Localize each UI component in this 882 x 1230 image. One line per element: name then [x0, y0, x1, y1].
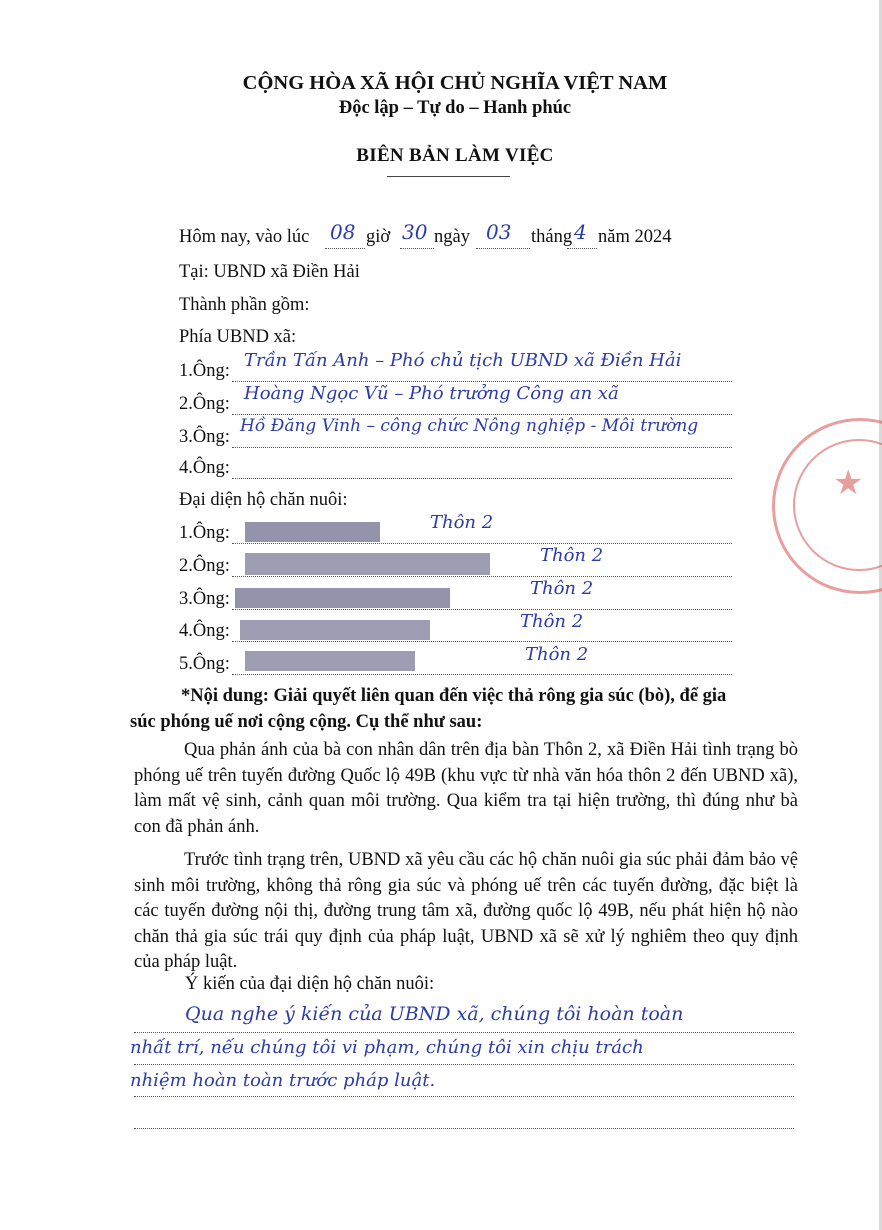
stamp-star-icon: ★: [833, 463, 864, 503]
day-value: 03: [486, 220, 512, 244]
commune-member-4-dots: [232, 478, 732, 479]
commune-side-label: Phía UBND xã:: [179, 327, 297, 347]
opinion-label: Ý kiến của đại diện hộ chăn nuôi:: [185, 974, 435, 994]
commune-member-1-name: Trần Tấn Anh – Phó chủ tịch UBND xã Điền Hải: [244, 350, 682, 371]
farmer-member-2-prefix: 2.Ông:: [179, 556, 230, 576]
national-title: CỘNG HÒA XÃ HỘI CHỦ NGHĨA VIỆT NAM: [242, 72, 668, 94]
members-label: Thành phần gồm:: [179, 295, 310, 315]
farmer-member-2-village: Thôn 2: [540, 545, 604, 566]
month-value: 4: [574, 220, 587, 244]
opinion-line-2: nhất trí, nếu chúng tôi vi phạm, chúng tôi xin chịu trách: [130, 1037, 644, 1058]
stamp-inner-ring: [793, 439, 882, 571]
farmer-side-label: Đại diện hộ chăn nuôi:: [179, 490, 348, 510]
opinion-line-3: nhiệm hoàn toàn trước pháp luật.: [130, 1070, 436, 1091]
redacted-name-3: [235, 588, 450, 608]
hour-dots: [325, 248, 365, 249]
opinion-dots-3: [134, 1096, 794, 1097]
farmer-member-2-dots: [232, 576, 732, 577]
day-label: ngày: [434, 227, 470, 247]
date-prefix: Hôm nay, vào lúc: [179, 227, 310, 247]
farmer-member-4-village: Thôn 2: [520, 611, 584, 632]
paragraph-2: Trước tình trạng trên, UBND xã yêu cầu các hộ chăn nuôi gia súc phải đảm bảo vệ sinh môi trường, không thả rông gia súc và phóng uế trên các tuyến đường, đặc biệt là các tuyến đường nội thị, đường trung tâm xã, đường quốc lộ 49B, nếu phát hiện hộ nào chăn thả gia súc trái quy định của pháp luật, UBND xã sẽ xử lý nghiêm theo quy định của pháp luật.: [134, 850, 798, 972]
hour-value: 08: [330, 220, 356, 244]
farmer-member-1-dots: [232, 543, 732, 544]
year-text: năm 2024: [598, 227, 672, 247]
redacted-name-5: [245, 651, 415, 671]
redacted-name-1: [245, 522, 380, 542]
farmer-member-5-prefix: 5.Ông:: [179, 654, 230, 674]
location: Tại: UBND xã Điền Hải: [179, 262, 360, 282]
hour-label: giờ: [366, 227, 391, 247]
farmer-member-5-dots: [232, 674, 732, 675]
content-heading-line2: súc phóng uế nơi cộng cộng. Cụ thể như sau:: [130, 712, 483, 732]
paragraph-1: Qua phản ánh của bà con nhân dân trên địa bàn Thôn 2, xã Điền Hải tình trạng bò phóng uế trên tuyến đường Quốc lộ 49B (khu vực từ nhà văn hóa thôn 2 đến UBND xã), làm mất vệ sinh, cảnh quan môi trường. Qua kiểm tra tại hiện trường, thì đúng như bà con đã phản ánh.: [134, 740, 798, 837]
opinion-dots-1: [134, 1032, 794, 1033]
day-dots: [476, 248, 530, 249]
farmer-member-4-dots: [232, 641, 732, 642]
commune-member-2-prefix: 2.Ông:: [179, 394, 230, 414]
farmer-member-5-village: Thôn 2: [525, 644, 589, 665]
minute-dots: [400, 248, 434, 249]
commune-member-4-prefix: 4.Ông:: [179, 458, 230, 478]
opinion-line-1: Qua nghe ý kiến của UBND xã, chúng tôi hoàn toàn: [185, 1003, 684, 1025]
minute-value: 30: [402, 220, 428, 244]
commune-member-3-name: Hồ Đăng Vinh – công chức Nông nghiệp - Môi trường: [240, 416, 699, 436]
month-label: tháng: [531, 227, 573, 247]
opinion-dots-4: [134, 1128, 794, 1129]
opinion-dots-2: [134, 1064, 794, 1065]
farmer-member-3-prefix: 3.Ông:: [179, 589, 230, 609]
farmer-member-1-prefix: 1.Ông:: [179, 523, 230, 543]
title-underline: [387, 176, 510, 177]
document-title: BIÊN BẢN LÀM VIỆC: [356, 145, 554, 166]
farmer-member-1-village: Thôn 2: [430, 512, 494, 533]
official-stamp: [772, 418, 882, 594]
commune-member-1-prefix: 1.Ông:: [179, 361, 230, 381]
commune-member-2-dots: [232, 414, 732, 415]
farmer-member-3-dots: [232, 609, 732, 610]
redacted-name-4: [240, 620, 430, 640]
national-motto: Độc lập – Tự do – Hanh phúc: [338, 98, 572, 118]
farmer-member-4-prefix: 4.Ông:: [179, 621, 230, 641]
month-dots: [567, 248, 597, 249]
commune-member-3-prefix: 3.Ông:: [179, 427, 230, 447]
commune-member-2-name: Hoàng Ngọc Vũ – Phó trưởng Công an xã: [244, 383, 619, 404]
commune-member-1-dots: [232, 381, 732, 382]
redacted-name-2: [245, 553, 490, 575]
content-heading-line1: *Nội dung: Giải quyết liên quan đến việc thả rông gia súc (bò), để gia: [181, 686, 727, 706]
farmer-member-3-village: Thôn 2: [530, 578, 594, 599]
commune-member-3-dots: [232, 447, 732, 448]
